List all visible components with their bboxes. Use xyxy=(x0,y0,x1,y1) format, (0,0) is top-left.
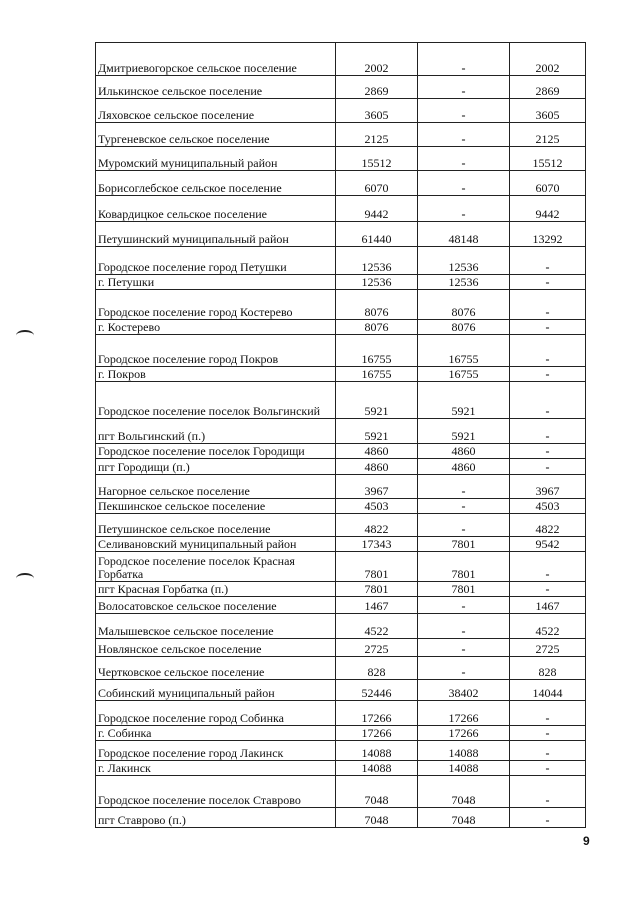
settlement-name-cell: Волосатовское сельское поселение xyxy=(96,597,336,614)
rural-population-cell: 13292 xyxy=(510,222,586,247)
total-population-cell: 5921 xyxy=(336,419,418,444)
total-population-cell: 7048 xyxy=(336,808,418,828)
total-population-cell: 14088 xyxy=(336,741,418,761)
rural-population-cell: - xyxy=(510,741,586,761)
total-population-cell: 3967 xyxy=(336,475,418,499)
rural-population-cell: 4503 xyxy=(510,499,586,514)
settlement-name-cell: Городское поселение поселок Ставрово xyxy=(96,776,336,808)
settlement-name-cell: г. Собинка xyxy=(96,726,336,741)
total-population-cell: 4522 xyxy=(336,614,418,639)
scan-mark-top xyxy=(16,330,34,341)
urban-population-cell: 38402 xyxy=(418,680,510,701)
urban-population-cell: - xyxy=(418,614,510,639)
settlement-name-cell: Петушинское сельское поселение xyxy=(96,514,336,537)
table-row xyxy=(96,475,586,499)
table-row xyxy=(96,808,586,828)
rural-population-cell: 828 xyxy=(510,657,586,680)
rural-population-cell: - xyxy=(510,459,586,475)
urban-population-cell: 16755 xyxy=(418,335,510,367)
table-row xyxy=(96,741,586,761)
total-population-cell: 2869 xyxy=(336,76,418,99)
urban-population-cell: - xyxy=(418,639,510,657)
settlement-name-cell: Городское поселение поселок Красная Горбатка xyxy=(96,552,336,582)
table-row xyxy=(96,147,586,171)
settlement-name-cell: Борисоглебское сельское поселение xyxy=(96,171,336,196)
rural-population-cell: 15512 xyxy=(510,147,586,171)
table-row xyxy=(96,537,586,552)
urban-population-cell: 17266 xyxy=(418,701,510,726)
table-row xyxy=(96,247,586,275)
table-row xyxy=(96,367,586,382)
population-table xyxy=(95,42,586,828)
rural-population-cell: 14044 xyxy=(510,680,586,701)
table-row xyxy=(96,657,586,680)
rural-population-cell: 3967 xyxy=(510,475,586,499)
settlement-name-cell: пгт Городищи (п.) xyxy=(96,459,336,475)
rural-population-cell: 1467 xyxy=(510,597,586,614)
table-row xyxy=(96,726,586,741)
table-row xyxy=(96,222,586,247)
settlement-name-cell: г. Костерево xyxy=(96,320,336,335)
table-row xyxy=(96,171,586,196)
rural-population-cell: 4522 xyxy=(510,614,586,639)
settlement-name-cell: г. Покров xyxy=(96,367,336,382)
urban-population-cell: 5921 xyxy=(418,382,510,419)
rural-population-cell: 2002 xyxy=(510,43,586,76)
total-population-cell: 7801 xyxy=(336,582,418,597)
urban-population-cell: 48148 xyxy=(418,222,510,247)
total-population-cell: 15512 xyxy=(336,147,418,171)
urban-population-cell: - xyxy=(418,76,510,99)
rural-population-cell: - xyxy=(510,776,586,808)
table-row xyxy=(96,499,586,514)
total-population-cell: 7801 xyxy=(336,552,418,582)
rural-population-cell: - xyxy=(510,367,586,382)
total-population-cell: 12536 xyxy=(336,275,418,290)
table-row xyxy=(96,597,586,614)
rural-population-cell: - xyxy=(510,552,586,582)
urban-population-cell: - xyxy=(418,147,510,171)
settlement-name-cell: Селивановский муниципальный район xyxy=(96,537,336,552)
rural-population-cell: - xyxy=(510,335,586,367)
urban-population-cell: - xyxy=(418,196,510,222)
table-row xyxy=(96,552,586,582)
urban-population-cell: - xyxy=(418,43,510,76)
settlement-name-cell: Городское поселение город Петушки xyxy=(96,247,336,275)
settlement-name-cell: Илькинское сельское поселение xyxy=(96,76,336,99)
table-row xyxy=(96,382,586,419)
rural-population-cell: 4822 xyxy=(510,514,586,537)
total-population-cell: 17266 xyxy=(336,701,418,726)
settlement-name-cell: Новлянское сельское поселение xyxy=(96,639,336,657)
total-population-cell: 16755 xyxy=(336,335,418,367)
total-population-cell: 828 xyxy=(336,657,418,680)
table-row xyxy=(96,335,586,367)
rural-population-cell: - xyxy=(510,275,586,290)
rural-population-cell: 2725 xyxy=(510,639,586,657)
urban-population-cell: 4860 xyxy=(418,459,510,475)
settlement-name-cell: Ковардицкое сельское поселение xyxy=(96,196,336,222)
urban-population-cell: - xyxy=(418,597,510,614)
settlement-name-cell: пгт Красная Горбатка (п.) xyxy=(96,582,336,597)
rural-population-cell: 2125 xyxy=(510,123,586,147)
total-population-cell: 3605 xyxy=(336,99,418,123)
urban-population-cell: 7801 xyxy=(418,582,510,597)
page-number: 9 xyxy=(583,834,590,848)
table-row xyxy=(96,320,586,335)
table-row xyxy=(96,582,586,597)
urban-population-cell: - xyxy=(418,657,510,680)
settlement-name-cell: г. Петушки xyxy=(96,275,336,290)
rural-population-cell: - xyxy=(510,320,586,335)
settlement-name-cell: Городское поселение город Лакинск xyxy=(96,741,336,761)
total-population-cell: 4860 xyxy=(336,459,418,475)
urban-population-cell: 5921 xyxy=(418,419,510,444)
total-population-cell: 61440 xyxy=(336,222,418,247)
rural-population-cell: - xyxy=(510,382,586,419)
urban-population-cell: 7801 xyxy=(418,552,510,582)
settlement-name-cell: Собинский муниципальный район xyxy=(96,680,336,701)
scan-mark-bottom xyxy=(16,573,34,584)
urban-population-cell: - xyxy=(418,99,510,123)
settlement-name-cell: Чертковское сельское поселение xyxy=(96,657,336,680)
rural-population-cell: - xyxy=(510,247,586,275)
total-population-cell: 14088 xyxy=(336,761,418,776)
urban-population-cell: 7048 xyxy=(418,808,510,828)
rural-population-cell: - xyxy=(510,419,586,444)
table-row xyxy=(96,680,586,701)
total-population-cell: 2125 xyxy=(336,123,418,147)
settlement-name-cell: пгт Вольгинский (п.) xyxy=(96,419,336,444)
rural-population-cell: - xyxy=(510,726,586,741)
total-population-cell: 8076 xyxy=(336,290,418,320)
settlement-name-cell: Пекшинское сельское поселение xyxy=(96,499,336,514)
table-row xyxy=(96,701,586,726)
total-population-cell: 4860 xyxy=(336,444,418,459)
total-population-cell: 17266 xyxy=(336,726,418,741)
total-population-cell: 12536 xyxy=(336,247,418,275)
total-population-cell: 2725 xyxy=(336,639,418,657)
urban-population-cell: 14088 xyxy=(418,761,510,776)
table-row xyxy=(96,776,586,808)
total-population-cell: 1467 xyxy=(336,597,418,614)
settlement-name-cell: Городское поселение город Собинка xyxy=(96,701,336,726)
total-population-cell: 7048 xyxy=(336,776,418,808)
urban-population-cell: 7801 xyxy=(418,537,510,552)
rural-population-cell: - xyxy=(510,761,586,776)
table-row xyxy=(96,444,586,459)
rural-population-cell: 3605 xyxy=(510,99,586,123)
settlement-name-cell: Городское поселение город Покров xyxy=(96,335,336,367)
settlement-name-cell: Петушинский муниципальный район xyxy=(96,222,336,247)
table-row xyxy=(96,419,586,444)
settlement-name-cell: Ляховское сельское поселение xyxy=(96,99,336,123)
settlement-name-cell: пгт Ставрово (п.) xyxy=(96,808,336,828)
total-population-cell: 17343 xyxy=(336,537,418,552)
settlement-name-cell: г. Лакинск xyxy=(96,761,336,776)
urban-population-cell: - xyxy=(418,475,510,499)
settlement-name-cell: Дмитриевогорское сельское поселение xyxy=(96,43,336,76)
table-row xyxy=(96,290,586,320)
population-table-body xyxy=(96,43,586,828)
table-row xyxy=(96,99,586,123)
rural-population-cell: 6070 xyxy=(510,171,586,196)
urban-population-cell: - xyxy=(418,171,510,196)
total-population-cell: 4503 xyxy=(336,499,418,514)
urban-population-cell: - xyxy=(418,499,510,514)
table-row xyxy=(96,275,586,290)
rural-population-cell: - xyxy=(510,582,586,597)
total-population-cell: 9442 xyxy=(336,196,418,222)
table-row xyxy=(96,614,586,639)
settlement-name-cell: Нагорное сельское поселение xyxy=(96,475,336,499)
total-population-cell: 2002 xyxy=(336,43,418,76)
settlement-name-cell: Муромский муниципальный район xyxy=(96,147,336,171)
table-row xyxy=(96,459,586,475)
urban-population-cell: - xyxy=(418,514,510,537)
rural-population-cell: 9542 xyxy=(510,537,586,552)
table-row xyxy=(96,123,586,147)
settlement-name-cell: Малышевское сельское поселение xyxy=(96,614,336,639)
settlement-name-cell: Городское поселение поселок Вольгинский xyxy=(96,382,336,419)
urban-population-cell: 16755 xyxy=(418,367,510,382)
urban-population-cell: 8076 xyxy=(418,320,510,335)
table-row xyxy=(96,76,586,99)
urban-population-cell: 17266 xyxy=(418,726,510,741)
settlement-name-cell: Городское поселение поселок Городищи xyxy=(96,444,336,459)
total-population-cell: 6070 xyxy=(336,171,418,196)
rural-population-cell: - xyxy=(510,701,586,726)
rural-population-cell: - xyxy=(510,290,586,320)
urban-population-cell: 12536 xyxy=(418,275,510,290)
table-row xyxy=(96,43,586,76)
settlement-name-cell: Городское поселение город Костерево xyxy=(96,290,336,320)
total-population-cell: 8076 xyxy=(336,320,418,335)
total-population-cell: 52446 xyxy=(336,680,418,701)
table-row xyxy=(96,761,586,776)
urban-population-cell: 8076 xyxy=(418,290,510,320)
rural-population-cell: 2869 xyxy=(510,76,586,99)
rural-population-cell: 9442 xyxy=(510,196,586,222)
total-population-cell: 4822 xyxy=(336,514,418,537)
urban-population-cell: 4860 xyxy=(418,444,510,459)
settlement-name-cell: Тургеневское сельское поселение xyxy=(96,123,336,147)
urban-population-cell: 12536 xyxy=(418,247,510,275)
total-population-cell: 16755 xyxy=(336,367,418,382)
total-population-cell: 5921 xyxy=(336,382,418,419)
table-row xyxy=(96,196,586,222)
urban-population-cell: 7048 xyxy=(418,776,510,808)
urban-population-cell: - xyxy=(418,123,510,147)
table-row xyxy=(96,514,586,537)
rural-population-cell: - xyxy=(510,808,586,828)
urban-population-cell: 14088 xyxy=(418,741,510,761)
table-row xyxy=(96,639,586,657)
rural-population-cell: - xyxy=(510,444,586,459)
